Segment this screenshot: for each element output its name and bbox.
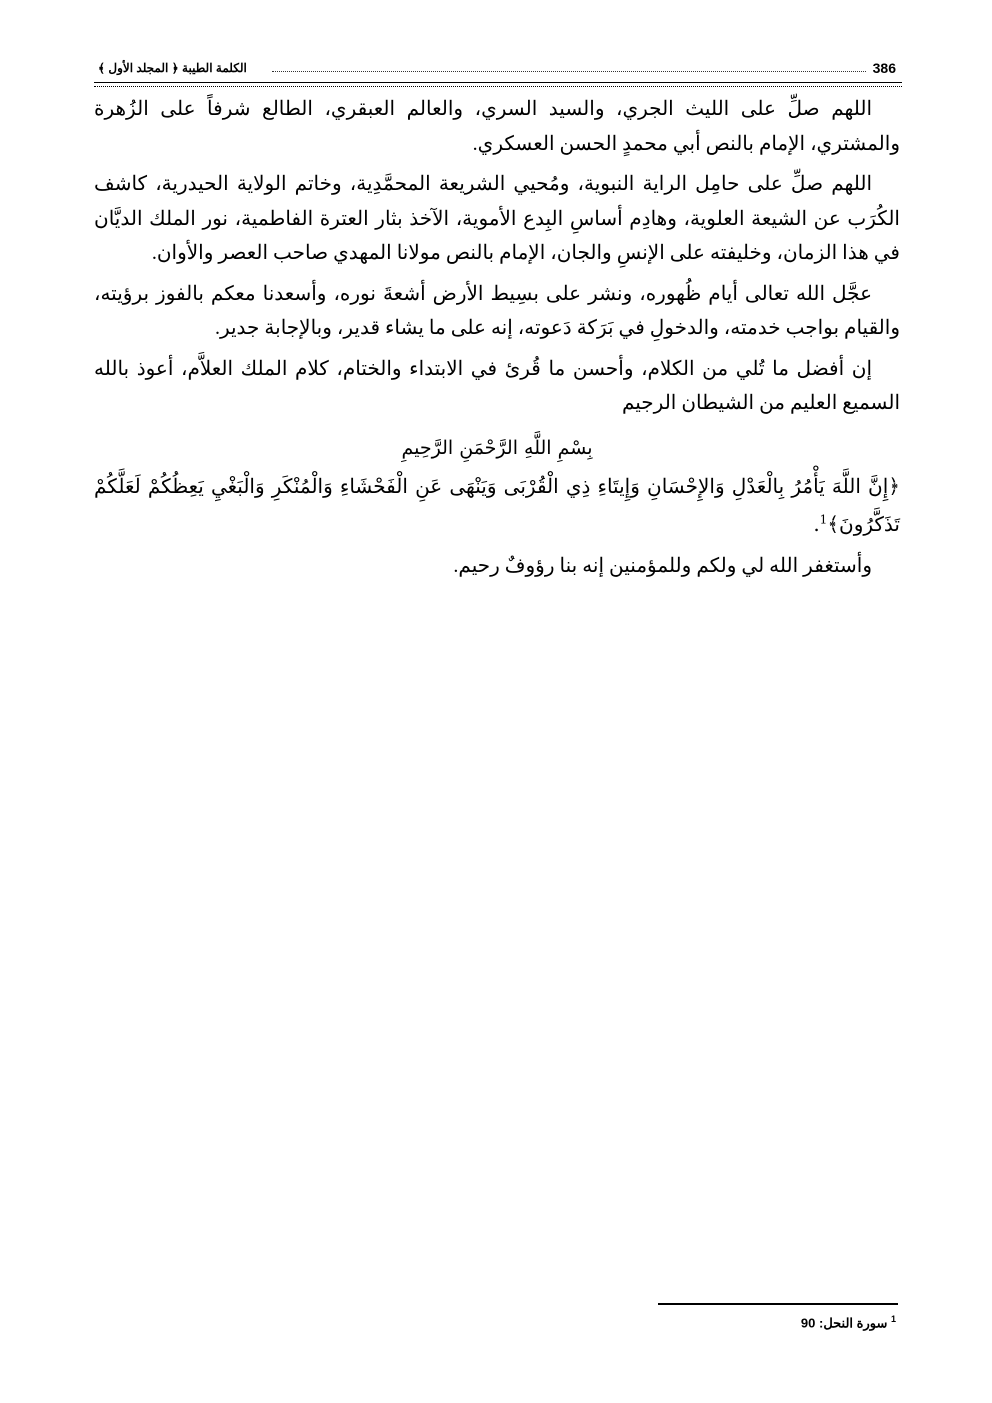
paragraph: اللهم صلِّ على الليث الجري، والسيد السري، والعالم العبقري، الطالع شرفاً على الزُهرة والمشتري، الإمام بالنص أبي محمدٍ الحسن العسكري. <box>94 98 900 155</box>
footnote-number: 1 <box>890 1314 896 1324</box>
footnote-text: سورة النحل: 90 <box>800 1315 888 1331</box>
verse-text: ﴿إِنَّ اللَّهَ يَأْمُرُ بِالْعَدْلِ وَالإِحْسَانِ وَإِيتَاءِ ذِي الْقُرْبَى وَيَنْهَى عَنِ الْفَحْشَاءِ وَالْمُنْكَرِ وَالْبَغْيِ يَعِظُكُمْ لَعَلَّكُمْ تَذَكَّرُونَ﴾ <box>94 474 900 536</box>
verse-end: . <box>813 512 820 536</box>
page-number: 386 <box>872 60 896 76</box>
footnote-ref: 1 <box>819 512 828 527</box>
paragraph: عجَّل الله تعالى أيام ظُهوره، ونشر على بسِيط الأرض أشعةَ نوره، وأسعدنا معكم بالفوز برؤيته، والقيام بواجب خدمته، والدخولِ في بَرَكة دَعوته، إنه على ما يشاء قدير، وبالإجابة جدير. <box>94 282 900 339</box>
main-text <box>94 92 900 590</box>
paragraph: إن أفضل ما تُلي من الكلام، وأحسن ما قُرئ في الابتداء والختام، كلام الملك العلاَّم، أعوذ بالله السميع العليم من الشيطان الرجيم <box>94 357 900 414</box>
header-dotted-rule <box>94 86 902 87</box>
footnote <box>801 1314 896 1331</box>
header-dotted-leader <box>272 71 866 72</box>
closing-line: وأستغفر الله لي ولكم وللمؤمنين إنه بنا رؤوفٌ رحيم. <box>453 555 872 577</box>
header-rule <box>94 82 902 83</box>
paragraph: اللهم صلِّ على حامِل الراية النبوية، ومُحيي الشريعة المحمَّدِية، وخاتم الولاية الحيدرية، كاشف الكُرَب عن الشيعة العلوية، وهادِم أساسِ البِدع الأموية، الآخذ بثار العترة الفاطمية، نور الملك الديَّان في هذا الزمان، وخليفته على الإنسِ والجان، الإمام بالنص مولانا المهدي صاحب العصر والأوان. <box>94 173 900 264</box>
running-title: الكلمة الطيبة ﴿ المجلد الأول ﴾ <box>98 61 247 75</box>
footnote-separator <box>658 1303 898 1305</box>
page-header <box>94 58 900 82</box>
basmala: بِسْمِ اللَّهِ الرَّحْمَنِ الرَّحِيمِ <box>401 436 593 459</box>
quran-verse <box>94 467 900 543</box>
